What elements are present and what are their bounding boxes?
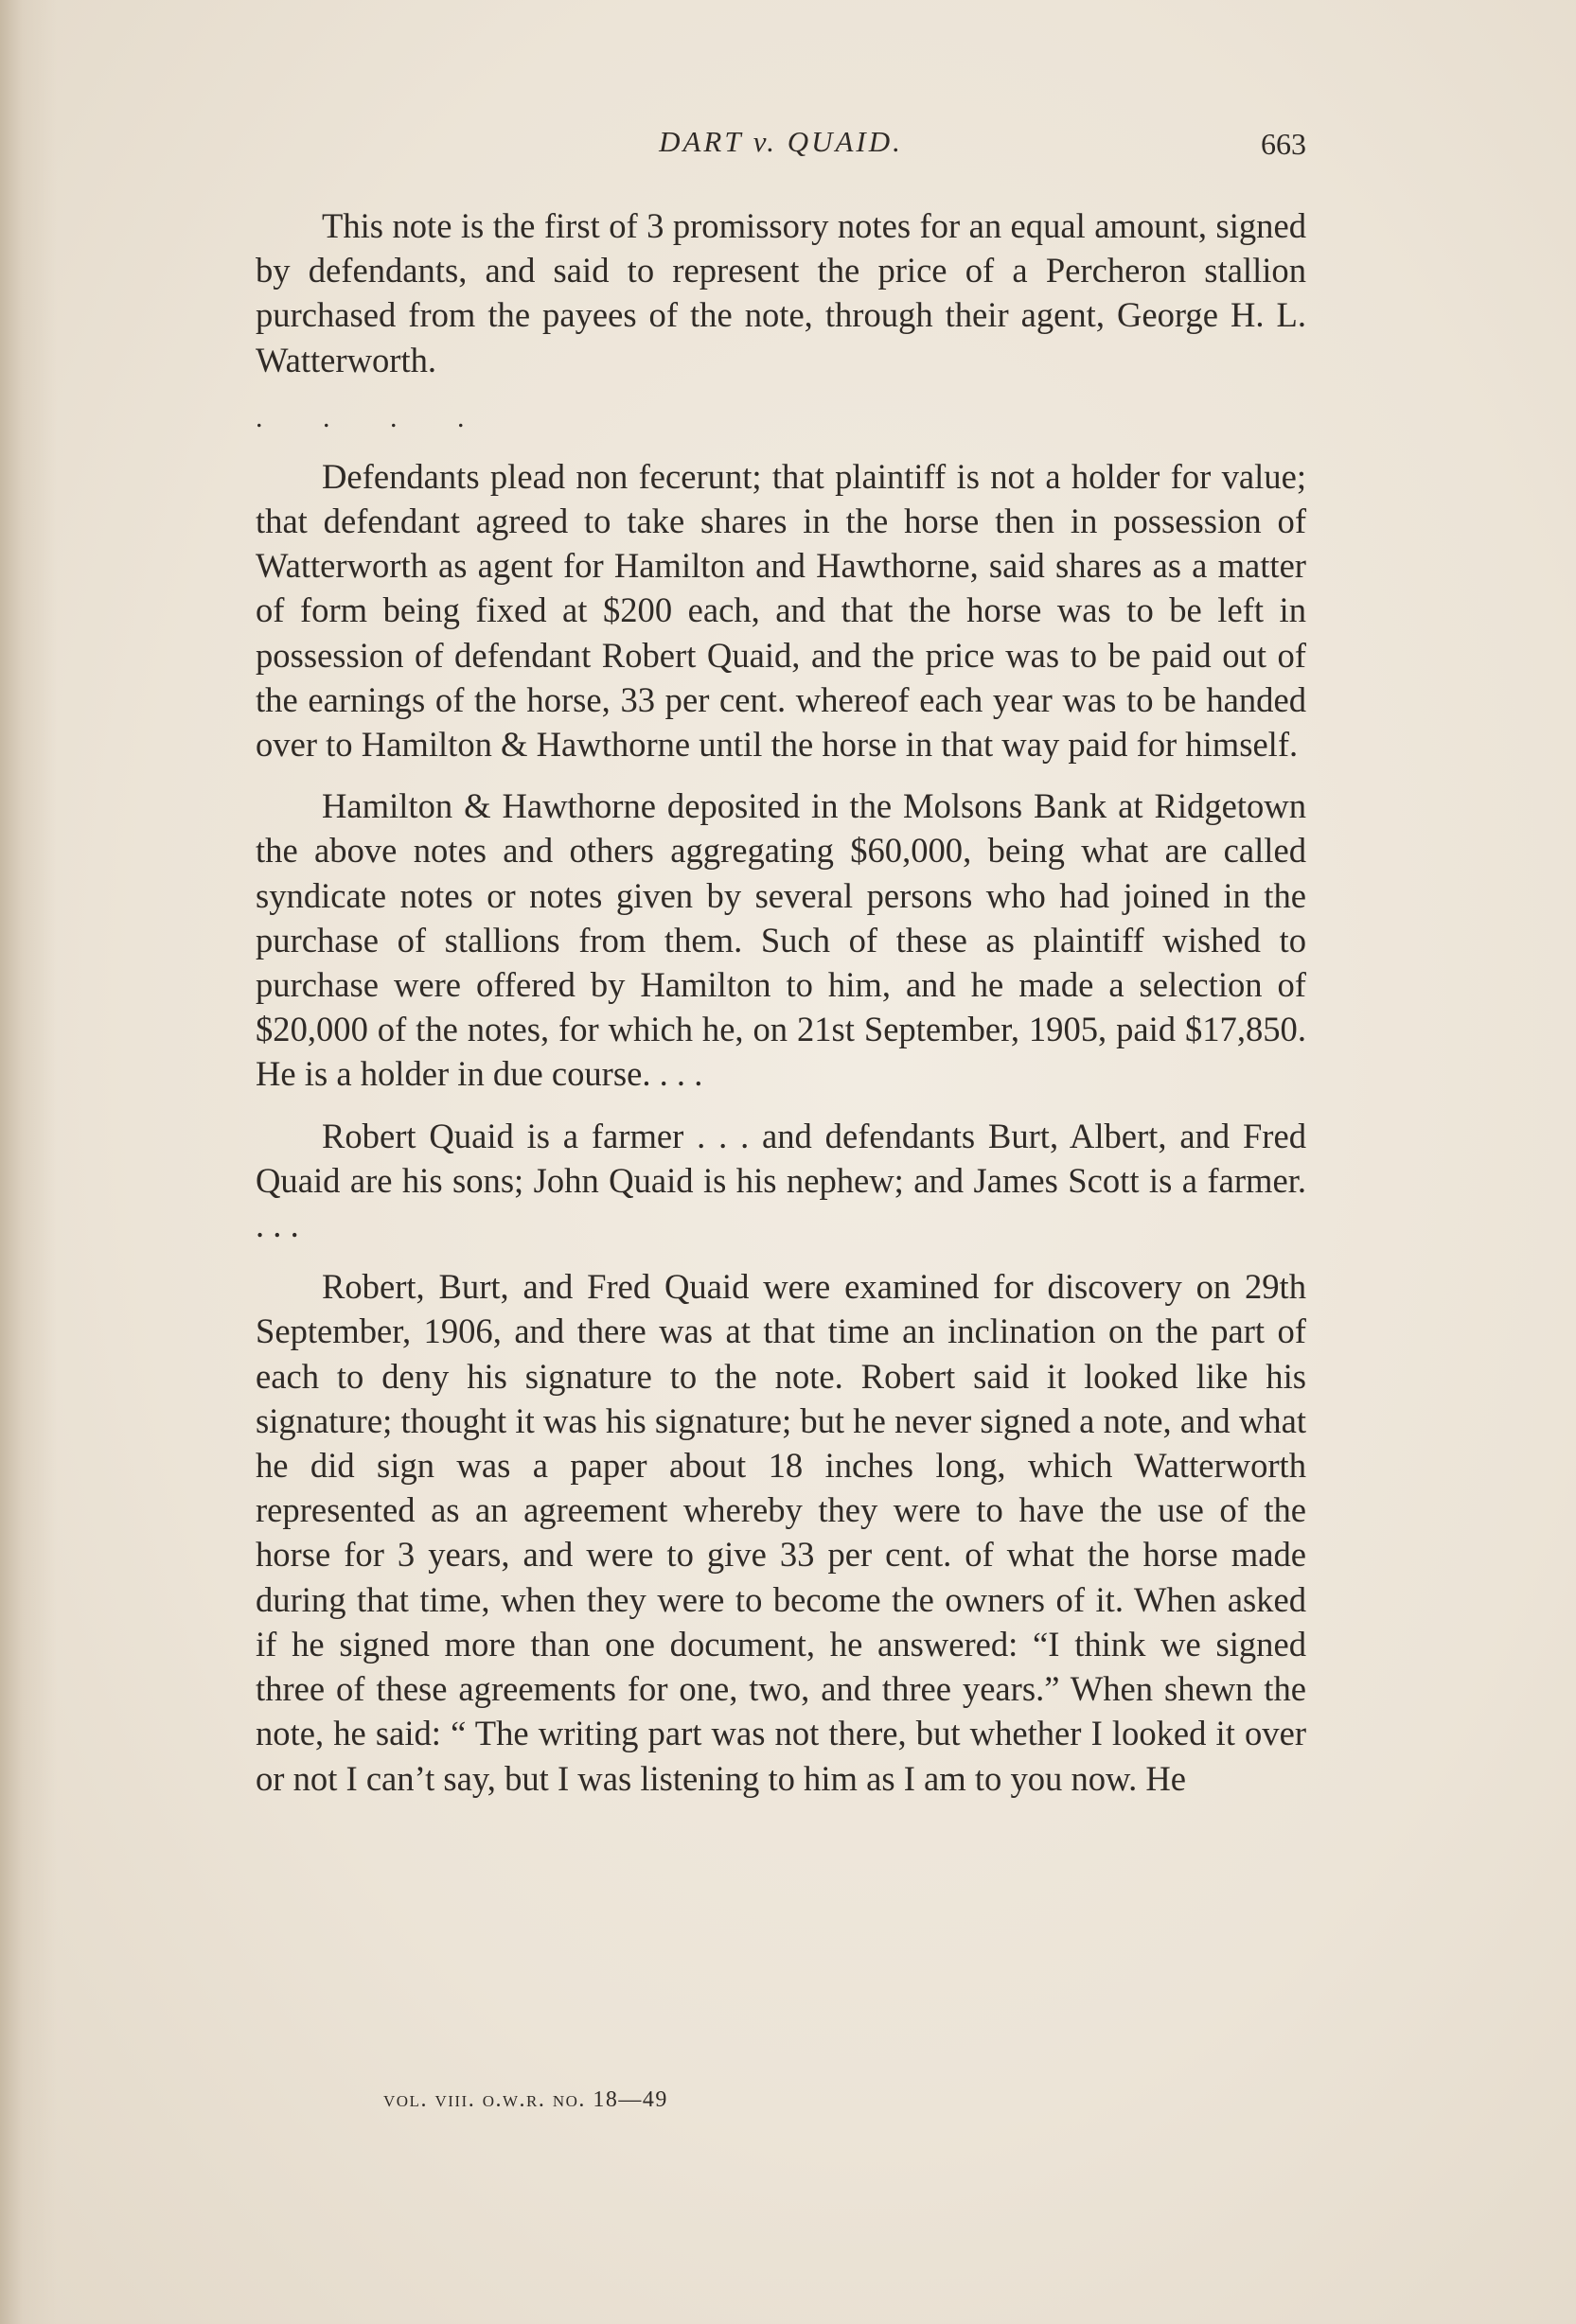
- body-text: [256, 203, 1306, 1818]
- page-header: [256, 125, 1306, 172]
- running-head: DART v. QUAID.: [659, 125, 903, 158]
- paragraph-quaid-family: Robert Quaid is a farmer . . . and defendants Burt, Albert, and Fred Quaid are his sons; John Quaid is his nephew; and James Scott is a farmer. . . .: [256, 1116, 1306, 1245]
- paragraph-defendants-plea: Defendants plead non fecerunt; that plaintiff is not a holder for value; that defendant agreed to take shares in the horse then in possession of Watterworth as agent for Hamilton and Hawthorne, said shares as a matter of form being fixed at $200 each, and that the horse was to be left in possession of defendant Robert Quaid, and the price was to be paid out of the earnings of the horse, 33 per cent. whereof each year was to be handed over to Hamilton & Hawthorne until the horse in that way paid for himself.: [256, 456, 1306, 765]
- paragraph-note-description: This note is the first of 3 promissory notes for an equal amount, signed by defendants, and said to represent the price of a Percheron stallion purchased from the payees of the note, through their agent, George H. L. Watterworth.: [256, 206, 1306, 379]
- paragraph-examination: Robert, Burt, and Fred Quaid were examined for discovery on 29th September, 1906, and there was at that time an inclination on the part of each to deny his signature to the note. Robert said it looked like his signature; thought it was his signature; but he never signed a note, and what he did sign was a paper about 18 inches long, which Watterworth represented as an agreement whereby they were to have the use of the horse for 3 years, and were to give 33 per cent. of what the horse made during that time, when they were to become the owners of it. When asked if he signed more than one document, he answered: “I think we signed three of these agreements for one, two, and three years.” When shewn the note, he said: “ The writing part was not there, but whether I looked it over or not I can’t say, but I was listening to him as I am to you now. He: [256, 1267, 1306, 1798]
- signature-mark: vol. viii. o.w.r. no. 18—49: [383, 2087, 668, 2112]
- paragraph-bank-deposit: Hamilton & Hawthorne deposited in the Molsons Bank at Ridgetown the above notes and others aggregating $60,000, being what are called syndicate notes or notes given by several persons who had joined in the purchase of stallions from them. Such of these as plaintiff wished to purchase were offered by Hamilton to him, and he made a selection of $20,000 of the notes, for which he, on 21st September, 1905, paid $17,850. He is a holder in due course. . . .: [256, 786, 1306, 1094]
- binding-gutter: [0, 0, 57, 2324]
- page-number: 663: [1261, 127, 1306, 161]
- ellipsis-separator: . . . .: [256, 401, 491, 433]
